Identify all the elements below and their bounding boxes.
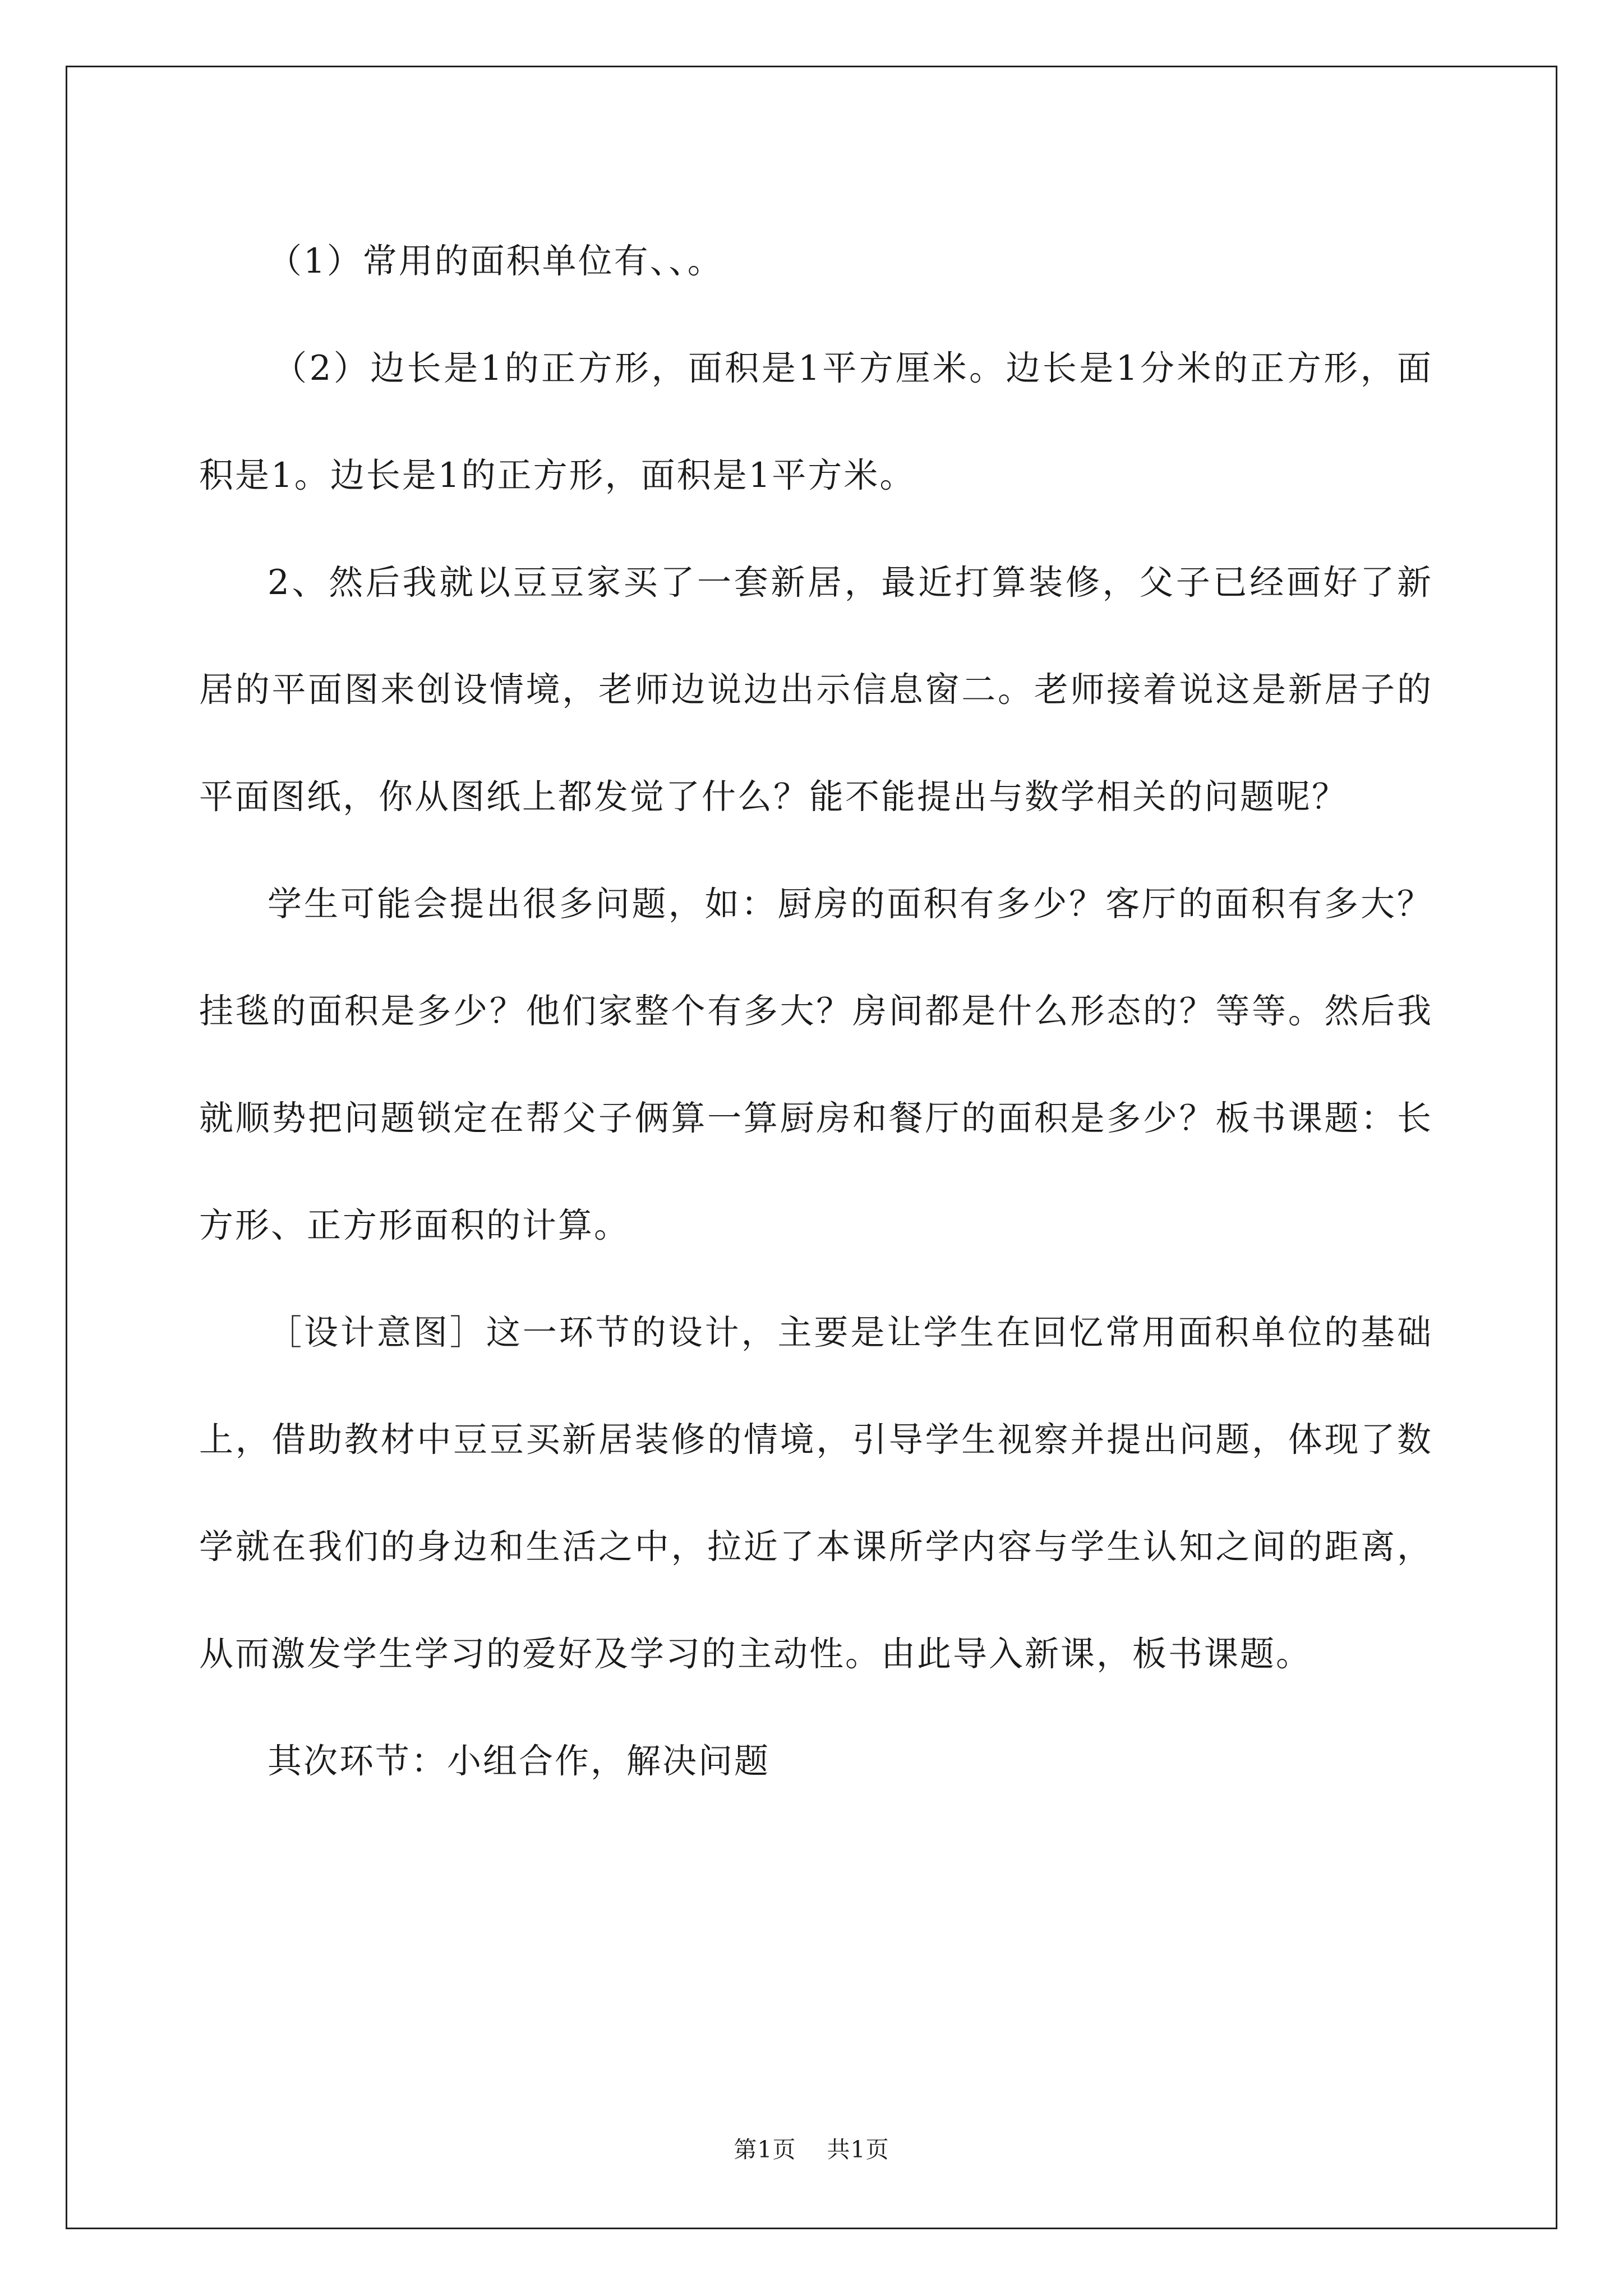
paragraph-area-units: （1）常用的面积单位有、、。 xyxy=(268,241,723,281)
paragraph-student-questions: 学生可能会提出很多问题，如：厨房的面积有多少？客厅的面积有多大？挂毯的面积是多少？他们家整个有多大？房间都是什么形态的？等等。然后我就顺势把问题锁定在帮父子俩算一算厨房和餐厅的面积是多少？板书课题：长方形、正方形面积的计算。 xyxy=(199,884,1433,1245)
paragraph-design-intent: ［设计意图］这一环节的设计，主要是让学生在回忆常用面积单位的基础上，借助教材中豆豆买新居装修的情境，引导学生视察并提出问题，体现了数学就在我们的身边和生活之中，拉近了本课所学内容与学生认知之间的距离，从而激发学生学习的爱好及学习的主动性。由此导入新课，板书课题。 xyxy=(199,1313,1433,1674)
paragraph-scenario: 2、然后我就以豆豆家买了一套新居，最近打算装修，父子已经画好了新居的平面图来创设情境，老师边说边出示信息窗二。老师接着说这是新居子的平面图纸，你从图纸上都发觉了什么？能不能提出与数学相关的问题呢？ xyxy=(199,563,1433,817)
page-footer xyxy=(0,2133,1623,2166)
document-body xyxy=(199,208,1433,1815)
page-number-total: 共1页 xyxy=(827,2136,889,2163)
paragraph-second-stage: 其次环节：小组合作，解决问题 xyxy=(268,1741,771,1781)
page-number-current: 第1页 xyxy=(734,2136,796,2163)
paragraph-side-length: （2）边长是1的正方形，面积是1平方厘米。边长是1分米的正方形，面积是1。边长是1的正方形，面积是1平方米。 xyxy=(199,348,1433,495)
